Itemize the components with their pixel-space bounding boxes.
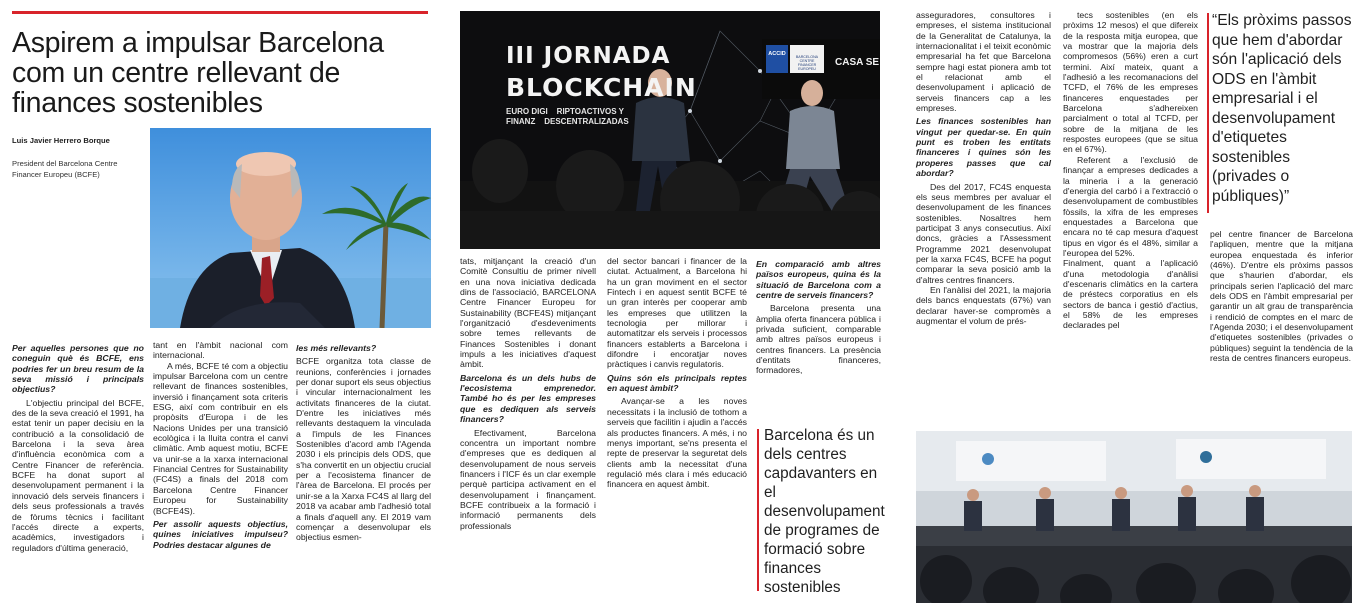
- banner-subtitle-line2: FINANZ DESCENTRALIZADAS: [506, 117, 629, 126]
- body-paragraph: Efectivament, Barcelona concentra un important nombre d'empreses que es dediquen al desenvolupament de nous serveis financers i l'ICF és un clar exemple perquè participa activament en el desenvolupament i finançament. BCFE contribueix a la formació i informació permanents dels professionals: [460, 427, 596, 531]
- column-7: [916, 10, 1051, 326]
- body-paragraph: tant en l'àmbit nacional com internacional.: [153, 340, 288, 361]
- accid-logo: ACCID: [768, 51, 786, 57]
- pullquote-1: Barcelona és un dels centres capdavanters en el desenvolupament de programes de formació sobre finances sostenibles: [764, 427, 885, 596]
- question-paragraph: Per assolir aquests objectius, quines iniciatives impulseu? Podries destacar algunes de: [153, 518, 288, 550]
- body-paragraph: Finalment, quant a l'aplicació d'una metodologia d'anàlisi d'escenaris climàtics en la cartera de préstecs corporatius en els sectors de banca i gestió d'actius, el 58% de les empreses declarades pel: [1063, 258, 1198, 331]
- column-3: [296, 340, 431, 543]
- event-stage-photo: [460, 11, 880, 249]
- banner-subtitle-line1: EURO DIGI RIPTOACTIVOS Y: [506, 107, 624, 116]
- banner-title-line2: BLOCKCHAIN: [506, 73, 697, 102]
- column-2: [153, 340, 288, 553]
- body-paragraph: del sector bancari i financer de la ciutat. Actualment, a Barcelona hi ha un gran moviment en el sector Fintech i en aquest sentit BCFE té un gran interès per cooperar amb les empreses que utilitzen la tecnologia per millorar i automatitzar els serveis i processos financers establerts a Barcelona i difondre i encoratjar noves pràctiques i canvis regulatoris.: [607, 256, 747, 370]
- question-paragraph: En comparació amb altres països europeus, quina és la situació de Barcelona com a centre de serveis financers?: [756, 259, 881, 301]
- column-1: [12, 340, 144, 553]
- author-role: President del Barcelona Centre Financer Europeu (BCFE): [12, 159, 118, 179]
- portrait-photo: [150, 128, 431, 328]
- question-paragraph: Quins són els principals reptes en aquest àmbit?: [607, 372, 747, 394]
- body-paragraph: A més, BCFE té com a objectiu impulsar Barcelona com un centre rellevant de finances sostenibles, inversió i finançament sota criteris ESG, així com contribuir en els propòsits d'Europa i de les Nacions Unides per una transició ecològica i la lluita contra el canvi climàtic. Amb aquest motiu, BCFE va unir-se a la xarxa internacional Financial Centres for Sustainability (FC4S) a finals del 2018 com Barcelona Centre Financer Europeu for Sustainability (BCFE4S).: [153, 360, 288, 516]
- body-paragraph: Des del 2017, FC4S enquesta els seus membres per avaluar el desenvolupament de les finances sostenibles. Nosaltres hem participat 3 anys consecutius. Així doncs, gràcies a l'Assessment Programme 2021 desenvolupat per la xarxa FC4S, BCFE ha pogut comparar la seva posició amb la d'altres centres financers.: [916, 181, 1051, 285]
- question-paragraph: Barcelona és un dels hubs de l'ecosistema emprenedor. També ho és per les empreses que es dediquen als serveis financers?: [460, 372, 596, 425]
- body-paragraph: Referent a l'exclusió de finançar a empreses dedicades a la mineria i a la generació d'energia del carbó i a l'extracció o desenvolupament de combustibles fòssils, la xifra de les empreses enquestades a Barcelona que encara no té cap mesura d'aquest tipus en vigor és el 48%, similar a l'europea del 52%.: [1063, 154, 1198, 258]
- body-paragraph: En l'anàlisi del 2021, la majoria dels bancs enquestats (67%) van declarar haver-se compromès a augmentar el volum de prés-: [916, 284, 1051, 326]
- pullquote-2: “Els pròxims passos que hem d'abordar són l'aplicació dels ODS en l'àmbit empresarial i el desenvolupament d'etiquetes sostenibles (privades o públiques)”: [1212, 12, 1352, 205]
- column-6: [756, 256, 881, 376]
- body-paragraph: asseguradores, consultores i empreses, el sistema institucional de la Generalitat de Catalunya, la internacionalitat i el teixit econòmic empresarial ha fet que Barcelona sempre hagi estat pionera amb tot el relacionat amb el desenvolupament i aplicació de serveis financers cap a les empreses.: [916, 10, 1051, 114]
- question-paragraph: les més rellevants?: [296, 343, 377, 353]
- pullquote-1-bar: [757, 429, 759, 591]
- casa-seat-brand: CASA SE: [835, 57, 880, 68]
- pullquote-2-bar: [1207, 13, 1209, 213]
- body-paragraph: Avançar-se a les noves necessitats i la inclusió de tothom a serveis que facilitin i ajudin a l'accés als productes financers. A més, i no menys important, se'ns presenta el repte de preservar la seguretat dels clients amb la necessitat d'una regulació més clara i més educació financera en aquest àmbit.: [607, 396, 747, 490]
- top-rule-left: [12, 11, 428, 14]
- body-paragraph: tats, mitjançant la creació d'un Comitè Consultiu de primer nivell en una nova iniciativa dedicada dins de l'associació, BARCELONA Centre Financer Europeu for Sustainability (BCFE4S) mitjançant l'organització d'esdeveniments sobre temes rellevants de Finances Sostenibles i donant impuls a les iniciatives d'aquest àmbit.: [460, 256, 596, 370]
- question-paragraph: Per aquelles persones que no coneguin què és BCFE, ens podries fer un breu resum de la seva missió i principals objectius?: [12, 343, 144, 395]
- body-paragraph: pel centre financer de Barcelona l'apliquen, mentre que la mitjana europea enquestada és inferior (46%). D'entre els pròxims passos que s'haurien d'abordar, els principals serien l'aplicació del marc dels ODS en l'àmbit empresarial per garantir un alt grau de transparència i rendició de comptes en el marc de l'Agenda 2030; i el desenvolupament d'etiquetes sostenibles (privades o públiques) seguint la tendència de la resta de centres financers europeus.: [1210, 229, 1353, 364]
- body-paragraph: Barcelona presenta una àmplia oferta financera pública i privada suficient, comparable amb altres països europeus i centres financers. La presència d'entitats financeres, formadores,: [756, 303, 881, 376]
- body-paragraph: tecs sostenibles (en els pròxims 12 mesos) el que difereix de la resposta mitja europea, que va mostrar que la majoria dels compromesos (56%) eren a curt termini. Així mateix, quant a l'adhesió a les recomanacions del TCFD, el 76% de les empreses financeres enquestades per Barcelona s'adhereixen parcialment o total al TCFD, per sobre de la mitjana de les respostes europees (que se situa en el 67%).: [1063, 10, 1198, 155]
- column-4: [460, 256, 596, 531]
- body-paragraph: L'objectiu principal del BCFE, des de la seva creació el 1991, ha estat tenir un paper decisiu en la contribució a la consolidació de Barcelona i la seva àrea d'influència econòmica com a Centre Financer de referència. BCFE ha donat suport al desenvolupament permanent i la innovació dels serveis financers i dels seus professionals a través de fòrums tècnics i facilitant l'accés directe a experts, acadèmics, investigadors i reguladors d'última generació,: [12, 397, 144, 553]
- article-title: Aspirem a impulsar Barcelona com un centre rellevant de finances sostenibles: [12, 27, 384, 119]
- panel-discussion-photo: [916, 431, 1352, 603]
- author-name: Luis Javier Herrero Borque: [12, 136, 110, 145]
- column-5: [607, 256, 747, 490]
- column-9: [1210, 229, 1353, 363]
- question-paragraph: Les finances sostenibles han vingut per quedar-se. En quin punt es troben les entitats financeres i quines són les properes passes que cal abordar?: [916, 116, 1051, 179]
- column-8: [1063, 10, 1198, 331]
- banner-title-line1: III JORNADA: [506, 43, 671, 69]
- bcfe-logo: BARCELONA CENTRE FINANCER EUROPEU: [795, 55, 819, 71]
- body-paragraph: BCFE organitza tota classe de reunions, conferències i jornades per donar suport els seus objectius i vincular internacionalment les activitats financeres de la ciutat. D'entre les iniciatives més rellevants destaquem la vinculada a l'impuls de les Finances Sostenibles d'acord amb l'Agenda 2030 i els principis dels ODS, que s'ha convertit en un objectiu crucial per a l'ecosistema financer de l'àrea de Barcelona. El procés per unir-se a la Xarxa FC4S al llarg del 2018 va acabar amb l'adhesió total a finals d'aquell any. El 2019 vam començar a desenvolupar els objectius esmen-: [296, 356, 431, 543]
